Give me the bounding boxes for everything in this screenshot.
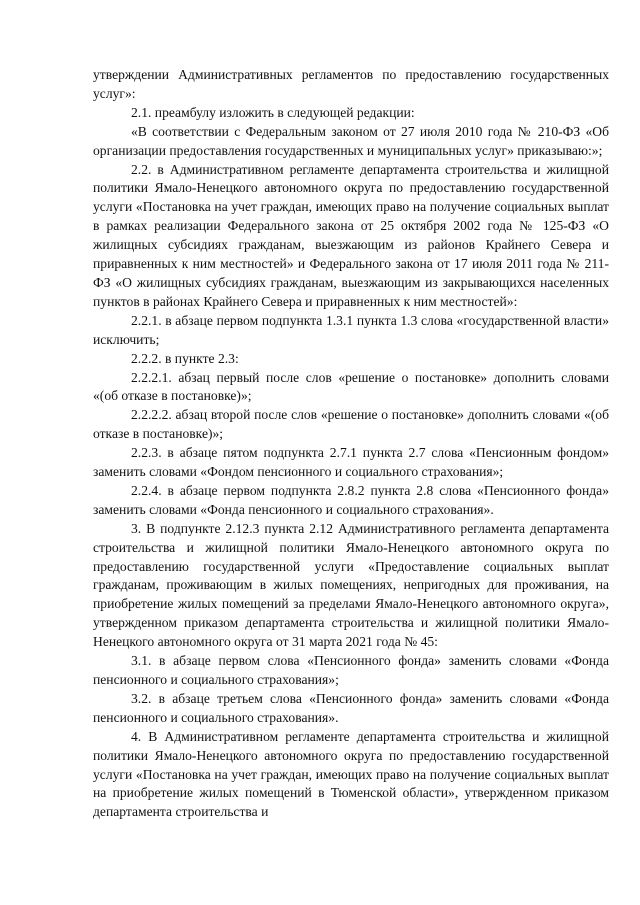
- paragraph-continuation: утверждении Административных регламентов по предоставлению государственных услуг»:: [93, 67, 609, 101]
- paragraph-preamble-quote: «В соответствии с Федеральным законом от 27 июля 2010 года № 210-ФЗ «Об организации предоставления государственных и муниципальных услуг» приказываю:»;: [93, 123, 609, 158]
- paragraph-2-2-4: 2.2.4. в абзаце первом подпункта 2.8.2 пункта 2.8 слова «Пенсионного фонда» заменить словами «Фонда пенсионного и социального страхования».: [93, 482, 609, 517]
- paragraph-2-1: 2.1. преамбулу изложить в следующей редакции:: [131, 104, 415, 120]
- paragraph-2-2-1: 2.2.1. в абзаце первом подпункта 1.3.1 пункта 1.3 слова «государственной власти» исключить;: [93, 312, 609, 347]
- paragraph-3-1: 3.1. в абзаце первом слова «Пенсионного фонда» заменить словами «Фонда пенсионного и социального страхования»;: [93, 653, 609, 687]
- paragraph-2-2-2-1: 2.2.2.1. абзац первый после слов «решение о постановке» дополнить словами «(об отказе в постановке)»;: [93, 369, 609, 404]
- paragraph-4: 4. В Административном регламенте департамента строительства и жилищной политики Ямало-Ненецкого автономного округа по предоставлению государственной услуги «Постановка на учет граждан, имеющих право на получение социальных выплат на приобретение жилых помещений в Тюменской области», утвержденном приказом департамента строительства и: [93, 728, 609, 820]
- paragraph-2-2: 2.2. в Административном регламенте департамента строительства и жилищной политики Ямало-Ненецкого автономного округа по предоставлению государственной услуги «Постановка на учет граждан, имеющих право на получение социальных выплат в рамках реализации Федерального закона от 25 октября 2002 года № 125-ФЗ «О жилищных субсидиях гражданам, выезжающим из районов Крайнего Севера и приравненных к ним местностей» и Федерального закона от 17 июля 2011 года № 211-ФЗ «О жилищных субсидиях гражданам, выезжающим из закрывающихся населенных пунктов в районах Крайнего Севера и приравненных к ним местностей»:: [93, 161, 609, 309]
- paragraph-3-2: 3.2. в абзаце третьем слова «Пенсионного фонда» заменить словами «Фонда пенсионного и социального страхования».: [93, 690, 609, 725]
- paragraph-2-2-2-2: 2.2.2.2. абзац второй после слов «решение о постановке» дополнить словами «(об отказе в постановке)»;: [93, 407, 609, 442]
- paragraph-2-2-2: 2.2.2. в пункте 2.3:: [131, 350, 239, 366]
- paragraph-3: 3. В подпункте 2.12.3 пункта 2.12 Административного регламента департамента строительства и жилищной политики Ямало-Ненецкого автономного округа по предоставлению государственной услуги «Предоставление социальных выплат гражданам, проживающим в жилых помещениях, непригодных для проживания, на приобретение жилых помещений за пределами Ямало-Ненецкого автономного округа», утвержденном приказом департамента строительства и жилищной политики Ямало-Ненецкого автономного округа от 31 марта 2021 года № 45:: [93, 520, 609, 650]
- paragraph-2-2-3: 2.2.3. в абзаце пятом подпункта 2.7.1 пункта 2.7 слова «Пенсионным фондом» заменить словами «Фондом пенсионного и социального страхования»;: [93, 445, 609, 480]
- document-page: [93, 66, 609, 822]
